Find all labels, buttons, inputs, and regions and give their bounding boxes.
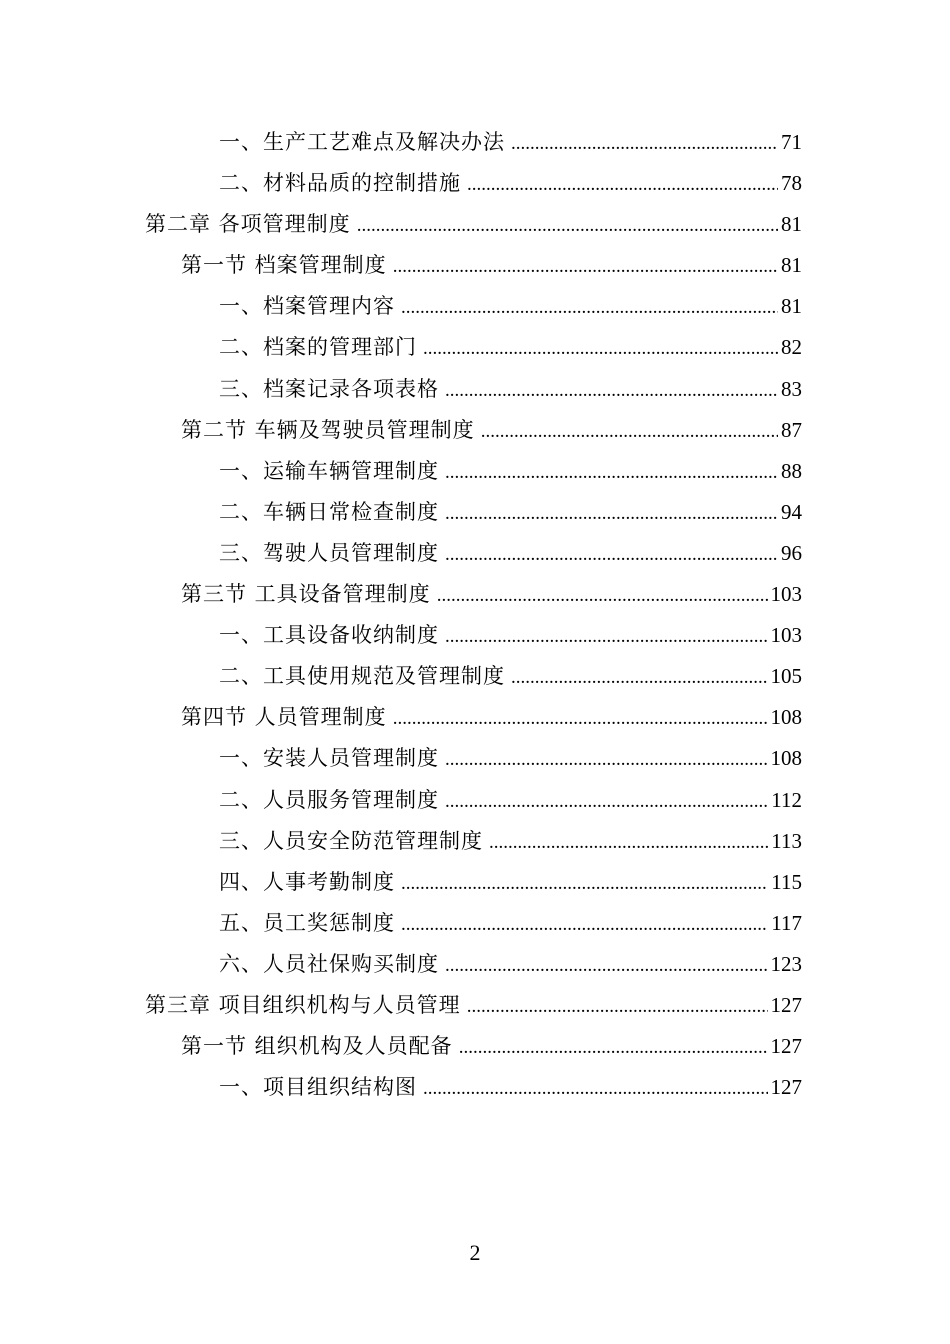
toc-leader-dots xyxy=(445,534,778,575)
toc-entry[interactable] xyxy=(0,327,950,368)
toc-entry-title: 三、人员安全防范管理制度 xyxy=(219,828,483,853)
toc-leader-dots xyxy=(437,575,768,616)
toc-entry-title: 二、车辆日常检查制度 xyxy=(219,499,439,524)
toc-leader-dots xyxy=(445,945,768,986)
toc-entry-page: 96 xyxy=(781,540,802,565)
toc-entry[interactable] xyxy=(0,1067,950,1108)
toc-entry[interactable] xyxy=(0,286,950,327)
toc-entry-title: 第一节 档案管理制度 xyxy=(181,253,387,278)
toc-entry[interactable] xyxy=(0,903,950,944)
toc-entry-page: 112 xyxy=(771,787,802,812)
toc-entry[interactable] xyxy=(0,369,950,410)
toc-entry-chapter[interactable] xyxy=(0,985,950,1026)
toc-entry[interactable] xyxy=(0,780,950,821)
toc-entry-section[interactable] xyxy=(0,245,950,286)
toc-entry-page: 115 xyxy=(771,869,802,894)
toc-entry-page: 105 xyxy=(770,664,802,689)
toc-leader-dots xyxy=(401,863,768,904)
toc-leader-dots xyxy=(445,370,778,411)
toc-entry-title: 一、运输车辆管理制度 xyxy=(219,458,439,483)
toc-leader-dots xyxy=(445,452,778,493)
toc-entry-page: 81 xyxy=(781,253,802,278)
toc-leader-dots xyxy=(489,822,768,863)
toc-entry-section[interactable] xyxy=(0,410,950,451)
toc-entry-title: 一、项目组织结构图 xyxy=(219,1075,417,1100)
toc-entry-page: 127 xyxy=(770,1034,802,1059)
toc-leader-dots xyxy=(445,493,778,534)
toc-entry[interactable] xyxy=(0,122,950,163)
toc-leader-dots xyxy=(445,616,768,657)
toc-entry[interactable] xyxy=(0,533,950,574)
toc-leader-dots xyxy=(357,205,778,246)
toc-leader-dots xyxy=(467,164,778,205)
toc-entry-title: 第三节 工具设备管理制度 xyxy=(181,582,431,607)
toc-entry-page: 123 xyxy=(770,951,802,976)
toc-entry-title: 二、工具使用规范及管理制度 xyxy=(219,664,505,689)
toc-leader-dots xyxy=(511,123,778,164)
toc-entry-page: 127 xyxy=(770,1075,802,1100)
toc-entry-title: 第三章 项目组织机构与人员管理 xyxy=(145,992,461,1017)
toc-entry-title: 一、安装人员管理制度 xyxy=(219,746,439,771)
toc-entry-title: 第一节 组织机构及人员配备 xyxy=(181,1034,453,1059)
toc-entry-title: 一、生产工艺难点及解决办法 xyxy=(219,130,505,154)
toc-entry-page: 103 xyxy=(770,623,802,648)
toc-leader-dots xyxy=(467,986,768,1027)
toc-entry-page: 71 xyxy=(781,130,802,154)
toc-entry-title: 一、工具设备收纳制度 xyxy=(219,623,439,648)
page-number: 2 xyxy=(469,1240,481,1265)
toc-entry-title: 第二章 各项管理制度 xyxy=(145,212,351,237)
toc-entry-title: 三、驾驶人员管理制度 xyxy=(219,540,439,565)
toc-entry-title: 第四节 人员管理制度 xyxy=(181,705,387,730)
toc-leader-dots xyxy=(445,781,768,822)
toc-entry-page: 103 xyxy=(770,582,802,607)
table-of-contents xyxy=(0,122,950,1108)
toc-leader-dots xyxy=(401,287,778,328)
toc-leader-dots xyxy=(481,411,778,452)
toc-leader-dots xyxy=(393,698,768,739)
toc-entry[interactable] xyxy=(0,492,950,533)
toc-entry-page: 94 xyxy=(781,499,802,524)
toc-entry-page: 117 xyxy=(771,910,802,935)
toc-leader-dots xyxy=(423,328,778,369)
toc-entry[interactable] xyxy=(0,738,950,779)
toc-leader-dots xyxy=(393,246,778,287)
toc-entry-page: 82 xyxy=(781,335,802,360)
toc-entry-title: 第二节 车辆及驾驶员管理制度 xyxy=(181,417,475,442)
toc-entry[interactable] xyxy=(0,163,950,204)
toc-entry-title: 二、人员服务管理制度 xyxy=(219,787,439,812)
toc-leader-dots xyxy=(511,657,768,698)
toc-entry-page: 78 xyxy=(781,171,802,196)
toc-leader-dots xyxy=(423,1068,768,1109)
toc-entry[interactable] xyxy=(0,615,950,656)
toc-entry-page: 87 xyxy=(781,417,802,442)
toc-entry-title: 一、档案管理内容 xyxy=(219,294,395,319)
toc-entry-page: 81 xyxy=(781,294,802,319)
toc-entry-title: 二、档案的管理部门 xyxy=(219,335,417,360)
toc-entry-page: 113 xyxy=(771,828,802,853)
toc-entry-section[interactable] xyxy=(0,574,950,615)
toc-entry-section[interactable] xyxy=(0,1026,950,1067)
toc-leader-dots xyxy=(401,904,768,945)
toc-entry-section[interactable] xyxy=(0,697,950,738)
toc-leader-dots xyxy=(445,739,768,780)
toc-leader-dots xyxy=(459,1027,768,1068)
toc-entry-page: 81 xyxy=(781,212,802,237)
toc-entry[interactable] xyxy=(0,451,950,492)
toc-entry[interactable] xyxy=(0,821,950,862)
toc-entry-title: 四、人事考勤制度 xyxy=(219,869,395,894)
toc-entry-title: 六、人员社保购买制度 xyxy=(219,951,439,976)
toc-entry[interactable] xyxy=(0,656,950,697)
toc-entry-title: 三、档案记录各项表格 xyxy=(219,376,439,401)
toc-entry-page: 88 xyxy=(781,458,802,483)
toc-entry[interactable] xyxy=(0,862,950,903)
toc-entry-title: 五、员工奖惩制度 xyxy=(219,910,395,935)
toc-entry-page: 83 xyxy=(781,376,802,401)
toc-entry[interactable] xyxy=(0,944,950,985)
toc-entry-page: 127 xyxy=(770,992,802,1017)
toc-entry-page: 108 xyxy=(770,746,802,771)
toc-entry-page: 108 xyxy=(770,705,802,730)
toc-entry-chapter[interactable] xyxy=(0,204,950,245)
toc-entry-title: 二、材料品质的控制措施 xyxy=(219,171,461,196)
